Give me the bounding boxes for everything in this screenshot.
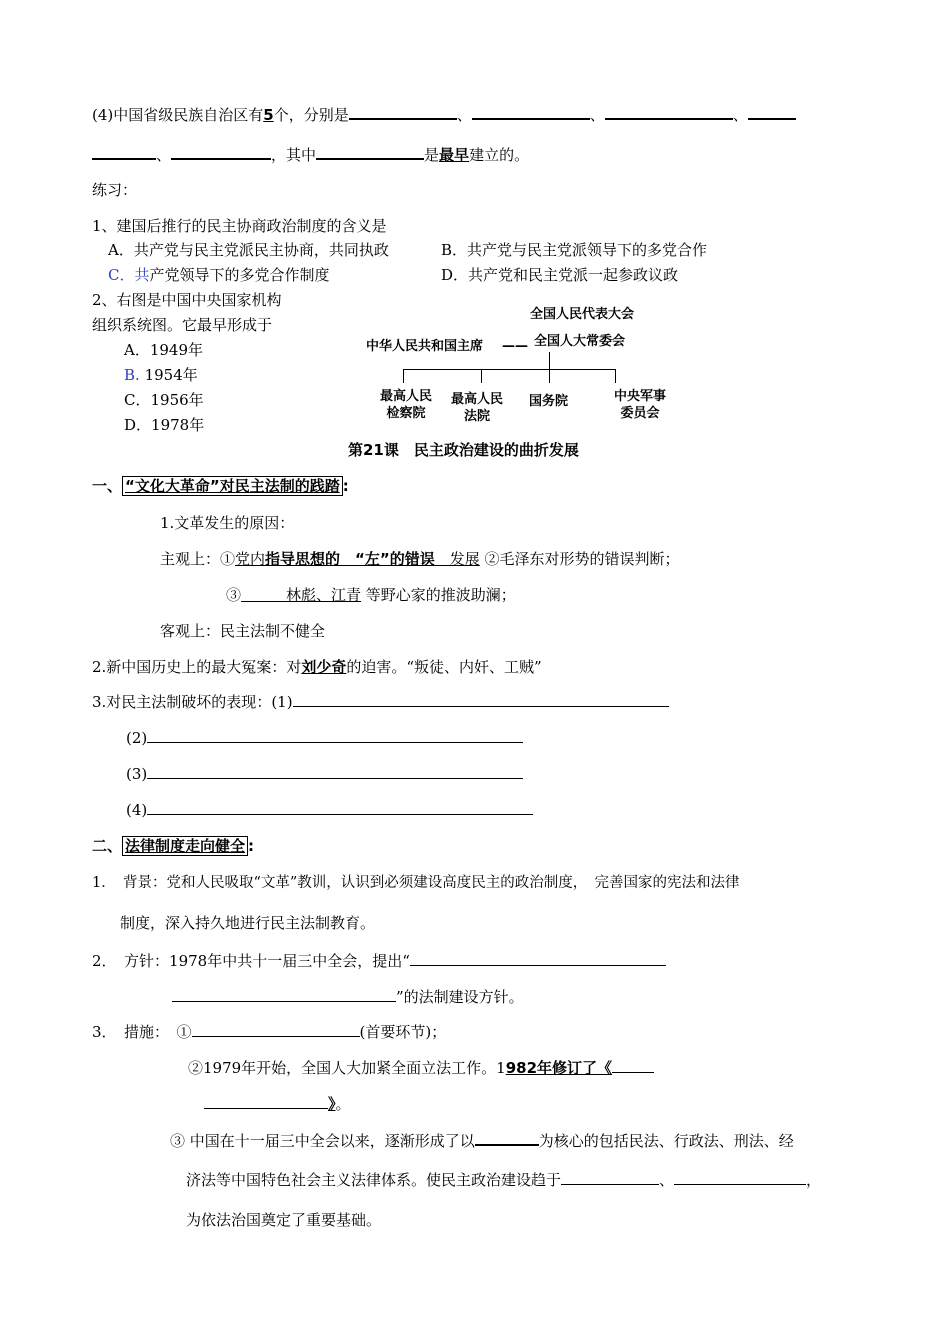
chart-court-line-2: 法院 bbox=[464, 409, 491, 424]
q1-option-d[interactable]: D．共产党和民主党派一起参政议政 bbox=[441, 266, 679, 284]
q1-option-a[interactable]: A．共产党与民主党派民主协商，共同执政 bbox=[108, 241, 389, 259]
text: 为核心的包括民法、行政法、刑法、经 bbox=[538, 1132, 794, 1150]
colon: : bbox=[248, 837, 255, 855]
q4-earliest: 最早 bbox=[439, 146, 470, 164]
biggest-case bbox=[92, 657, 542, 677]
q4-line-2 bbox=[92, 144, 529, 165]
text: ， bbox=[806, 1171, 822, 1189]
chart-procuratorate-line-2: 检察院 bbox=[386, 406, 426, 421]
option-text: 产党领导下的多党合作制度 bbox=[149, 266, 330, 284]
measure-3-line-1 bbox=[170, 1130, 794, 1151]
section-2-title: 法律制度走向健全 bbox=[122, 836, 248, 856]
chart-standing-committee: 全国人大常委会 bbox=[534, 334, 626, 349]
text: ②1979年开始，全国人大加紧全面立法工作。1 bbox=[188, 1059, 506, 1077]
measure-3-line-2 bbox=[186, 1170, 821, 1190]
q1-option-c[interactable] bbox=[108, 265, 330, 285]
text: ③ 中国在十一届三中全会以来，逐渐形成了以 bbox=[170, 1132, 475, 1150]
policy-line-1 bbox=[92, 951, 666, 971]
chart-military-line-2: 委员会 bbox=[620, 406, 660, 421]
separator: 、 bbox=[732, 106, 748, 124]
blank-policy-2[interactable] bbox=[172, 987, 396, 1002]
chart-military bbox=[614, 388, 666, 422]
text: 982年修订了《 bbox=[505, 1059, 613, 1077]
text: 党内 bbox=[235, 550, 266, 568]
text: 2.新中国历史上的最大冤案：对 bbox=[92, 658, 302, 676]
causes-heading: 1.文革发生的原因： bbox=[160, 514, 295, 532]
blank-core-law[interactable] bbox=[475, 1130, 539, 1146]
text: (2) bbox=[126, 729, 148, 747]
section-2-heading bbox=[92, 836, 254, 856]
chart-military-line-1: 中央军事 bbox=[614, 389, 667, 404]
chart-connector-bar bbox=[403, 369, 616, 370]
option-letter: C．共 bbox=[108, 266, 150, 284]
chart-state-council: 国务院 bbox=[529, 394, 569, 409]
text: 济法等中国特色社会主义法律体系。使民主政治建设趋于 bbox=[186, 1171, 562, 1189]
option-letter: B. bbox=[124, 366, 140, 384]
blank-destruction-2[interactable] bbox=[147, 728, 523, 743]
blank-trend-2[interactable] bbox=[674, 1170, 806, 1185]
blank-constitution-1[interactable] bbox=[612, 1058, 654, 1073]
blank-region-1[interactable] bbox=[349, 104, 457, 120]
blank-constitution-2[interactable] bbox=[204, 1094, 328, 1109]
question-2-line-2: 组织系统图。它最早形成于 bbox=[92, 316, 273, 334]
q4-text: (4)中国省级民族自治区有 bbox=[92, 106, 264, 124]
text: (首要环节)； bbox=[359, 1023, 447, 1041]
text: 》 bbox=[328, 1095, 336, 1113]
blank-destruction-3[interactable] bbox=[147, 764, 523, 779]
destruction-1 bbox=[92, 692, 669, 712]
q4-text-5: 建立的。 bbox=[469, 146, 530, 164]
blank-policy-1[interactable] bbox=[410, 951, 666, 966]
blank-measure-1[interactable] bbox=[192, 1022, 360, 1037]
text: 、 bbox=[659, 1171, 675, 1189]
separator: 、 bbox=[589, 106, 605, 124]
text: ②毛泽东对形势的错误判断； bbox=[479, 550, 680, 568]
chart-connector-2 bbox=[481, 369, 482, 383]
q1-option-b[interactable]: B．共产党与民主党派领导下的多党合作 bbox=[441, 241, 708, 259]
measure-3-line-3: 为依法治国奠定了重要基础。 bbox=[186, 1211, 382, 1229]
measure-2-line-2 bbox=[204, 1094, 351, 1114]
q2-option-a[interactable]: A．1949年 bbox=[124, 341, 204, 359]
text: 2． 方针：1978年中共十一届三中全会，提出“ bbox=[92, 952, 410, 970]
blank-region-4b[interactable] bbox=[92, 144, 156, 160]
question-2-line-1: 2、右图是中国中央国家机构 bbox=[92, 291, 282, 309]
text: 发展 bbox=[434, 550, 480, 568]
subjective-causes bbox=[160, 549, 680, 569]
separator: 、 bbox=[156, 146, 172, 164]
option-text: 1954年 bbox=[139, 366, 198, 384]
chart-president: 中华人民共和国主席 bbox=[366, 339, 484, 354]
chart-connector-4 bbox=[615, 369, 616, 383]
policy-line-2 bbox=[172, 987, 524, 1007]
practice-title: 练习： bbox=[92, 181, 138, 199]
lesson-title: 第21课 民主政治建设的曲折发展 bbox=[348, 441, 579, 459]
background-line-2: 制度，深入持久地进行民主法制教育。 bbox=[120, 914, 376, 932]
background-line-1: 1． 背景：党和人民吸取“文革”教训，认识到必须建设高度民主的政治制度， 完善国家的宪法和法律 bbox=[92, 875, 740, 891]
blank-region-5[interactable] bbox=[171, 144, 271, 160]
text: 等野心家的推波助澜； bbox=[361, 586, 516, 604]
subjective-cause-3 bbox=[226, 585, 516, 605]
measure-2-line-1 bbox=[188, 1058, 654, 1078]
blank-region-4[interactable] bbox=[748, 104, 796, 120]
blank-region-3[interactable] bbox=[605, 104, 733, 120]
chart-procuratorate bbox=[380, 388, 432, 422]
chart-court bbox=[451, 391, 503, 425]
text: 3． 措施： ① bbox=[92, 1023, 192, 1041]
section-number: 二、 bbox=[92, 837, 123, 855]
chart-connector-stem bbox=[549, 352, 550, 370]
text: 主观上：① bbox=[160, 550, 236, 568]
blank-trend-1[interactable] bbox=[561, 1170, 659, 1185]
answer-text: 指导思想的 “左”的错误 bbox=[265, 550, 435, 568]
text: 3.对民主法制破坏的表现：(1) bbox=[92, 693, 293, 711]
q4-line-1 bbox=[92, 104, 796, 125]
objective-cause: 客观上：民主法制不健全 bbox=[160, 622, 326, 640]
chart-npc: 全国人民代表大会 bbox=[530, 307, 635, 322]
text: 的迫害。“叛徒、内奸、工贼” bbox=[346, 658, 542, 676]
text: ”的法制建设方针。 bbox=[396, 988, 524, 1006]
colon: : bbox=[342, 477, 349, 495]
chart-dash: —— bbox=[502, 339, 528, 354]
answer-text: 林彪、江青 bbox=[241, 586, 362, 604]
destruction-4 bbox=[126, 800, 533, 820]
q2-option-b[interactable] bbox=[124, 365, 198, 385]
chart-connector-1 bbox=[403, 369, 404, 383]
q4-text-3: ，其中 bbox=[271, 146, 317, 164]
blank-region-2[interactable] bbox=[472, 104, 590, 120]
q4-text-2: 个，分别是 bbox=[273, 106, 349, 124]
chart-court-line-1: 最高人民 bbox=[451, 392, 504, 407]
section-1-title: “文化大革命”对民主法制的践踏 bbox=[122, 476, 343, 496]
question-1: 1、建国后推行的民主协商政治制度的含义是 bbox=[92, 217, 387, 235]
text: (4) bbox=[126, 801, 148, 819]
section-1-heading bbox=[92, 476, 349, 496]
q4-text-4: 是 bbox=[424, 146, 440, 164]
q2-option-c[interactable]: C．1956年 bbox=[124, 391, 204, 409]
chart-procuratorate-line-1: 最高人民 bbox=[380, 389, 433, 404]
q2-option-d[interactable]: D．1978年 bbox=[124, 416, 205, 434]
answer-text: 刘少奇 bbox=[301, 658, 347, 676]
blank-earliest[interactable] bbox=[316, 144, 424, 160]
chart-connector-3 bbox=[549, 369, 550, 383]
section-number: 一、 bbox=[92, 477, 123, 495]
destruction-3 bbox=[126, 764, 523, 784]
q4-number: 5 bbox=[263, 106, 274, 124]
text: ③ bbox=[226, 586, 242, 604]
separator: 、 bbox=[456, 106, 472, 124]
blank-destruction-1[interactable] bbox=[293, 692, 669, 707]
destruction-2 bbox=[126, 728, 523, 748]
measures-line-1 bbox=[92, 1022, 446, 1042]
text: 。 bbox=[335, 1095, 351, 1113]
text: (3) bbox=[126, 765, 148, 783]
blank-destruction-4[interactable] bbox=[147, 800, 533, 815]
